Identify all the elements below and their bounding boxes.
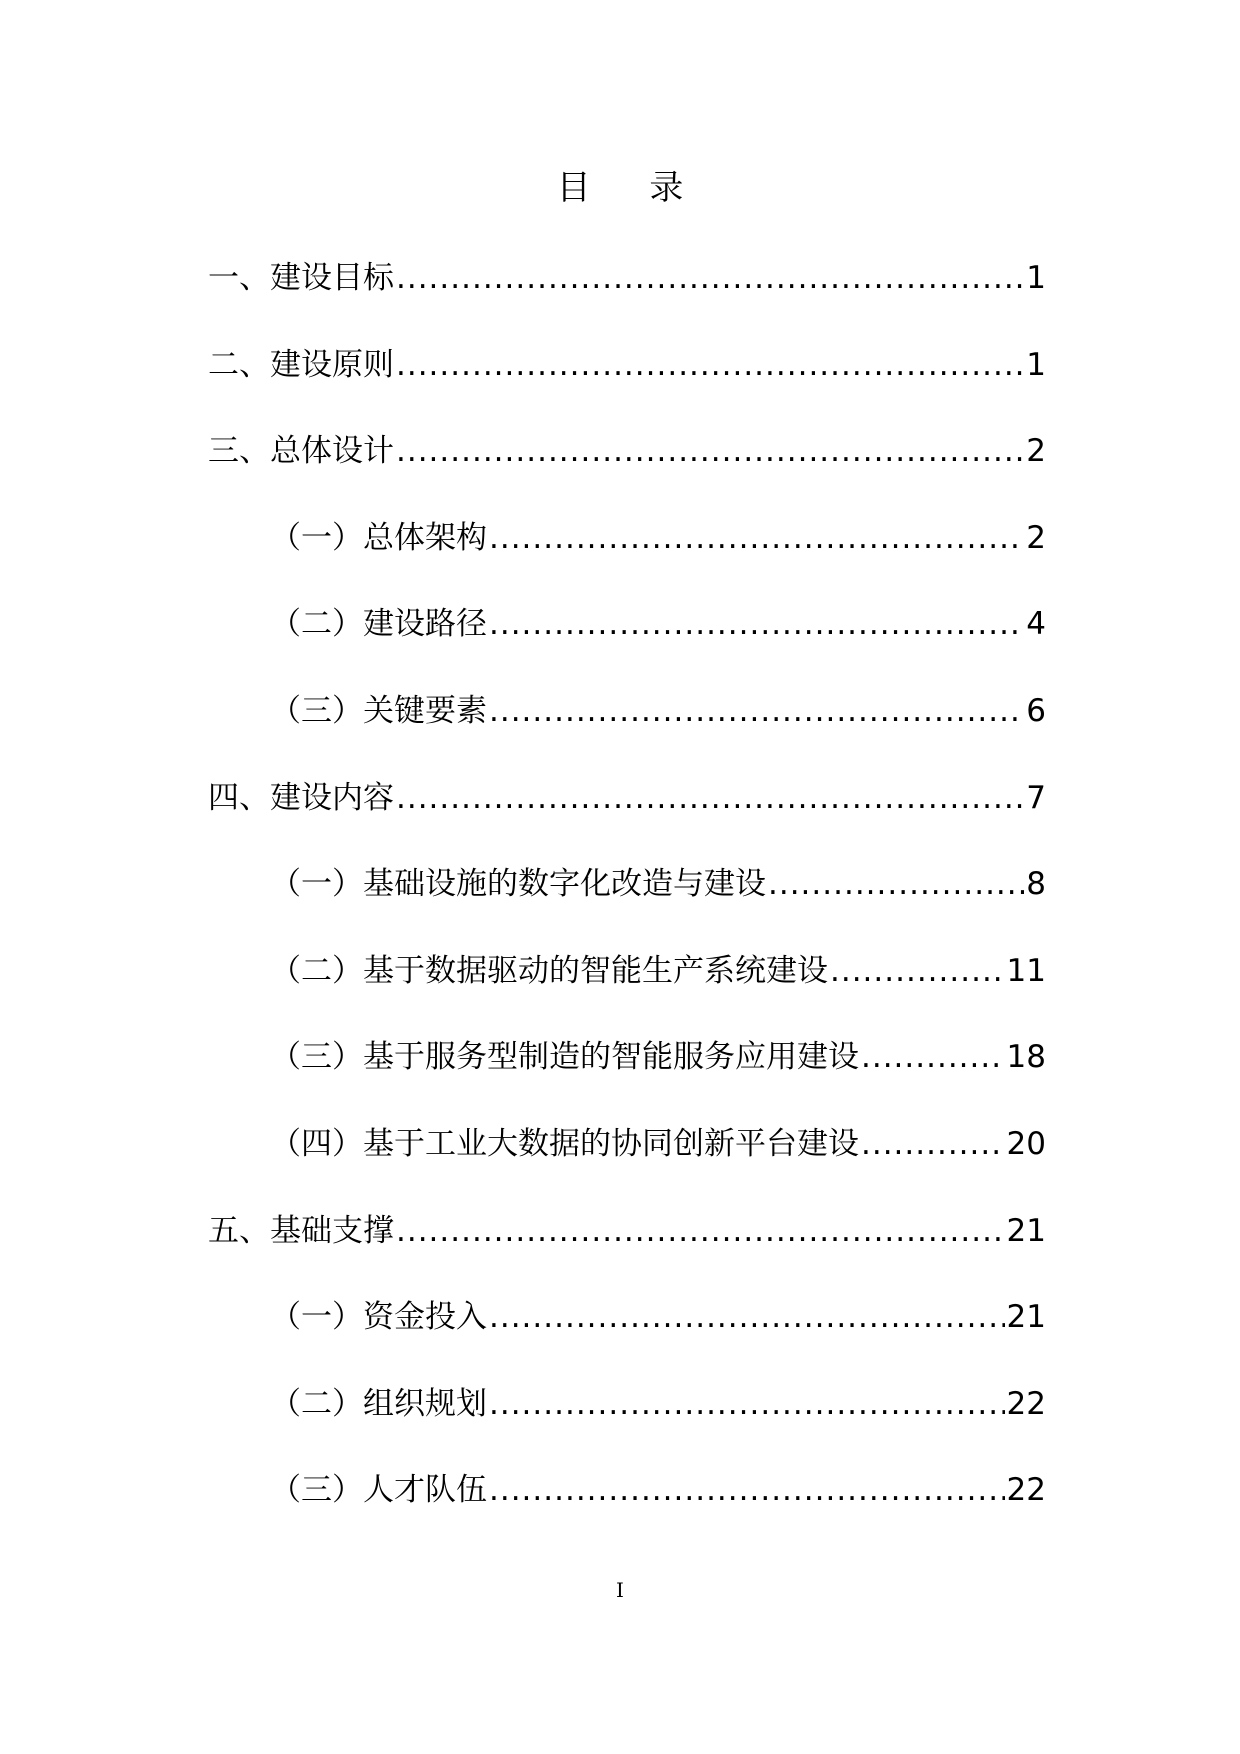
- toc-entry-text: （三）人才队伍: [270, 1472, 487, 1509]
- toc-leader-dots: [396, 433, 1024, 469]
- toc-entry-text: 一、建设目标: [208, 260, 394, 296]
- toc-leader-dots: [489, 1386, 1005, 1422]
- toc-entry-text: 三、总体设计: [208, 433, 394, 470]
- toc-entry-text: 四、建设内容: [208, 779, 394, 816]
- toc-entry[interactable]: [208, 1464, 1046, 1551]
- toc-leader-dots: [489, 1299, 1005, 1335]
- toc-leader-dots: [489, 606, 1024, 642]
- toc-entry[interactable]: [208, 945, 1046, 1032]
- toc-leader-dots: [396, 260, 1024, 296]
- toc-leader-dots: [396, 780, 1024, 816]
- toc-entry-text: 五、基础支撑: [208, 1212, 394, 1249]
- toc-entry[interactable]: [208, 339, 1046, 426]
- toc-entry-page: 8: [1026, 866, 1046, 903]
- toc-title: 目 录: [556, 168, 708, 208]
- toc-entry-page: 7: [1026, 779, 1046, 816]
- toc-entry-page: 6: [1026, 692, 1046, 729]
- toc-entry[interactable]: [208, 858, 1046, 945]
- toc-entry[interactable]: [208, 1031, 1046, 1118]
- toc-entry[interactable]: [208, 1118, 1046, 1205]
- toc-entry-text: （一）资金投入: [270, 1299, 487, 1336]
- toc-entry-page: 2: [1026, 519, 1046, 556]
- toc-leader-dots: [861, 1126, 1005, 1162]
- toc-entry-page: 22: [1006, 1385, 1046, 1422]
- toc-leader-dots: [768, 866, 1024, 902]
- toc-entry[interactable]: [208, 1205, 1046, 1292]
- toc-entry[interactable]: [208, 425, 1046, 512]
- toc-leader-dots: [489, 1472, 1005, 1508]
- toc-entry-text: （二）组织规划: [270, 1385, 487, 1422]
- toc-leader-dots: [396, 347, 1024, 383]
- toc-entry-text: （一）基础设施的数字化改造与建设: [270, 866, 766, 903]
- page-number: I: [616, 1578, 624, 1602]
- toc-entry-text: 二、建设原则: [208, 346, 394, 383]
- toc-leader-dots: [396, 1213, 1005, 1249]
- toc-leader-dots: [830, 953, 1005, 989]
- toc-entry[interactable]: [208, 772, 1046, 859]
- toc-entry[interactable]: [208, 1378, 1046, 1465]
- toc-leader-dots: [489, 520, 1024, 556]
- toc-entry[interactable]: [208, 685, 1046, 772]
- toc-entry-text: （三）关键要素: [270, 692, 487, 729]
- toc-entry[interactable]: [208, 512, 1046, 599]
- toc-entry-text: （四）基于工业大数据的协同创新平台建设: [270, 1125, 859, 1162]
- toc-leader-dots: [489, 693, 1024, 729]
- toc-entry-page: 21: [1006, 1299, 1046, 1336]
- toc-entry-page: 2: [1026, 433, 1046, 470]
- toc-entry[interactable]: [208, 1291, 1046, 1378]
- toc-entry-page: 4: [1026, 606, 1046, 643]
- toc-entry-page: 11: [1006, 952, 1046, 989]
- toc-entry-page: 1: [1026, 346, 1046, 383]
- toc-entry-page: 18: [1006, 1039, 1046, 1076]
- toc-entry-text: （三）基于服务型制造的智能服务应用建设: [270, 1039, 859, 1076]
- toc-entry[interactable]: [208, 598, 1046, 685]
- toc-entry-page: 20: [1006, 1125, 1046, 1162]
- toc-entry-page: 1: [1026, 260, 1046, 296]
- toc-entry-text: （一）总体架构: [270, 519, 487, 556]
- toc-leader-dots: [861, 1039, 1005, 1075]
- toc-entry-page: 22: [1006, 1472, 1046, 1509]
- toc-entry-text: （二）基于数据驱动的智能生产系统建设: [270, 952, 828, 989]
- toc-entry[interactable]: [208, 252, 1046, 339]
- toc-entry-text: （二）建设路径: [270, 606, 487, 643]
- toc-list: [208, 252, 1046, 1551]
- toc-entry-page: 21: [1006, 1212, 1046, 1249]
